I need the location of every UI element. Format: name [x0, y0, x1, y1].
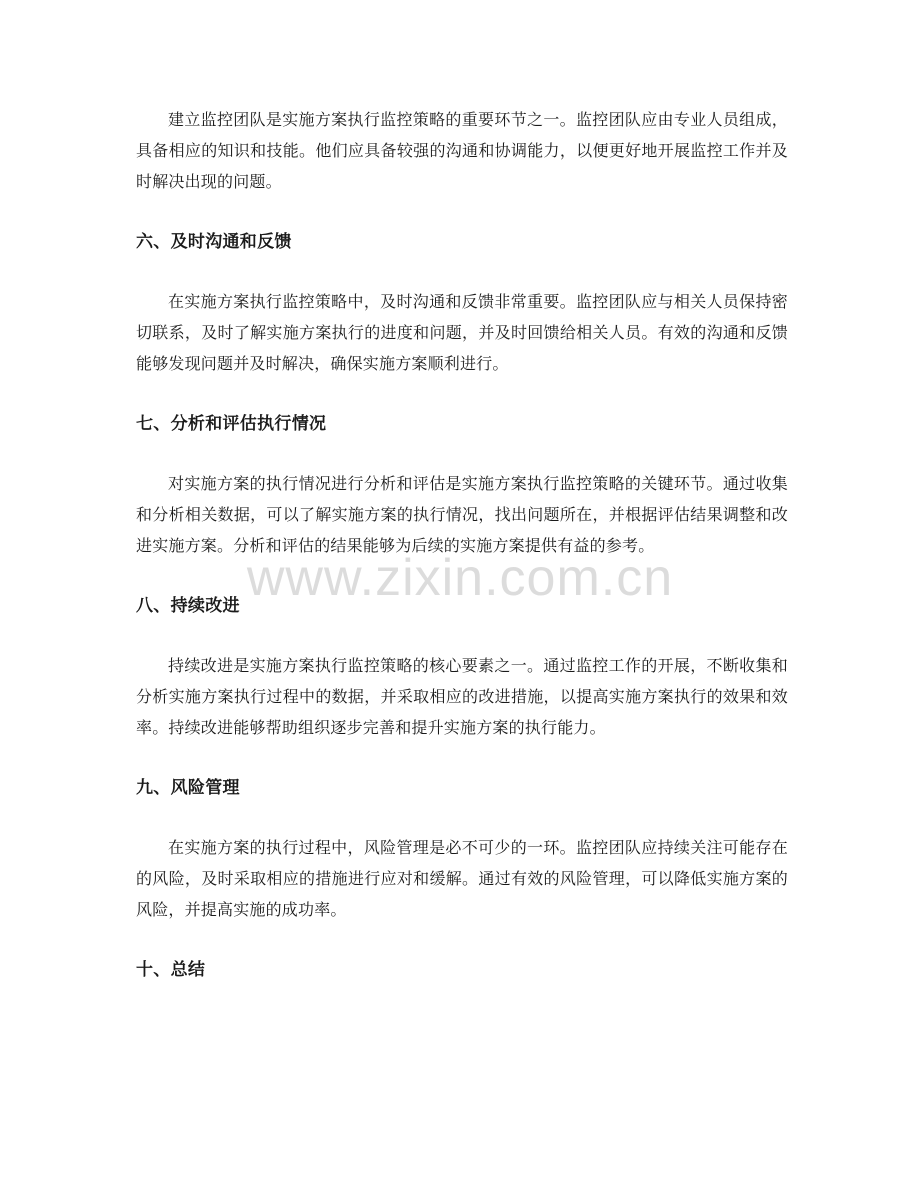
watermark-text: www.zixin.com.cn — [246, 549, 674, 607]
intro-paragraph: 建立监控团队是实施方案执行监控策略的重要环节之一。监控团队应由专业人员组成，具备相应的知识和技能。他们应具备较强的沟通和协调能力，以便更好地开展监控工作并及时解决出现的问题。 — [136, 110, 788, 191]
document-body — [136, 104, 788, 984]
spacer — [136, 197, 788, 228]
section-heading-6: 六、及时沟通和反馈 — [136, 232, 292, 252]
spacer — [136, 256, 788, 286]
section-paragraph-7: 对实施方案的执行情况进行分析和评估是实施方案执行监控策略的关键环节。通过收集和分析相关数据，可以了解实施方案的执行情况，找出问题所在，并根据评估结果调整和改进实施方案。分析和评估的结果能够为后续的实施方案提供有益的参考。 — [136, 474, 788, 555]
spacer — [136, 743, 788, 774]
section-heading-10: 十、总结 — [136, 960, 206, 980]
spacer — [136, 802, 788, 832]
spacer — [136, 620, 788, 650]
section-heading-7: 七、分析和评估执行情况 — [136, 414, 327, 434]
section-heading-9: 九、风险管理 — [136, 778, 240, 798]
spacer — [136, 438, 788, 468]
section-paragraph-6: 在实施方案执行监控策略中，及时沟通和反馈非常重要。监控团队应与相关人员保持密切联系，及时了解实施方案执行的进度和问题，并及时回馈给相关人员。有效的沟通和反馈能够发现问题并及时解决，确保实施方案顺利进行。 — [136, 292, 788, 373]
spacer — [136, 379, 788, 410]
spacer — [136, 925, 788, 956]
spacer — [136, 561, 788, 592]
section-paragraph-9: 在实施方案的执行过程中，风险管理是必不可少的一环。监控团队应持续关注可能存在的风险，及时采取相应的措施进行应对和缓解。通过有效的风险管理，可以降低实施方案的风险，并提高实施的成功率。 — [136, 838, 788, 919]
section-heading-8: 八、持续改进 — [136, 596, 240, 616]
section-paragraph-8: 持续改进是实施方案执行监控策略的核心要素之一。通过监控工作的开展，不断收集和分析实施方案执行过程中的数据，并采取相应的改进措施，以提高实施方案执行的效果和效率。持续改进能够帮助组织逐步完善和提升实施方案的执行能力。 — [136, 656, 788, 737]
